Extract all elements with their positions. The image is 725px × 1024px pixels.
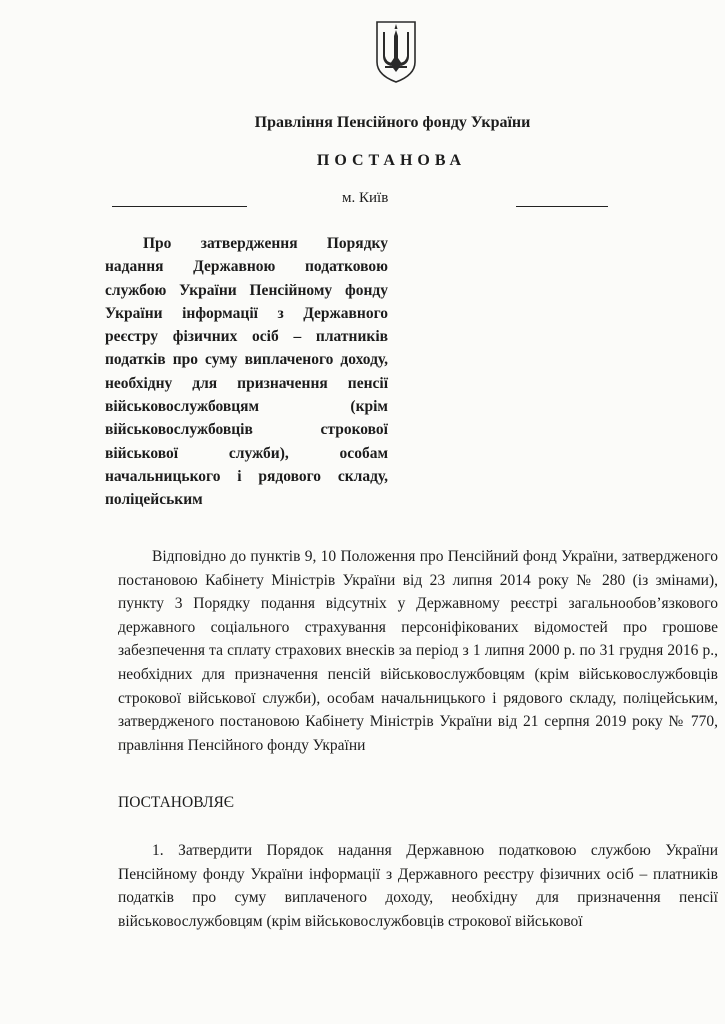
resolve-heading: ПОСТАНОВЛЯЄ [118,794,235,811]
preamble-text: Відповідно до пунктів 9, 10 Положення про Пенсійний фонд України, затвердженого постановою Кабінету Міністрів України від 23 липня 2014 року № 280 (із змінами), пункту 3 Порядку подання відсутніх у Державному реєстрі загальнообов’язкового державного соціального страхування персоніфікованих відомостей про грошове забезпечення та сплату страхових внесків за період з 1 липня 2000 р. по 31 грудня 2016 р., необхідних для призначення пенсій військовослужбовцям (крім військовослужбовців строкової військової служби), особам начальницького і рядового складу, поліцейським, затвердженого постановою Кабінету Міністрів України від 21 серпня 2019 року № 770, правління Пенсійного фонду України [118,548,718,754]
organization-name: Правління Пенсійного фонду України [254,114,531,131]
resolution-item [118,839,718,933]
city-label: м. Київ [342,190,389,206]
preamble-paragraph [118,545,718,757]
date-blank-line [112,206,247,207]
subject-text: Про затвердження Порядку надання Державною податковою службою України Пенсійному фонду України інформації з Державного реєстру фізичних осіб – платників податків про суму виплаченого доходу, необхідну для призначення пенсії військовослужбовцям (крім військовослужбовців строкової військової служби), особам начальницького і рядового складу, поліцейським [105,235,388,509]
subject-block [105,232,388,512]
document-type-title: ПОСТАНОВА [316,152,467,169]
number-blank-line [516,206,608,207]
trident-coat-of-arms-icon [374,20,418,84]
resolution-item-text: 1. Затвердити Порядок надання Державною податковою службою України Пенсійному фонду України інформації з Державного реєстру фізичних осіб – платників податків про суму виплаченого доходу, необхідну для призначення пенсії військовослужбовцям (крім військовослужбовців строкової військової [118,842,718,930]
